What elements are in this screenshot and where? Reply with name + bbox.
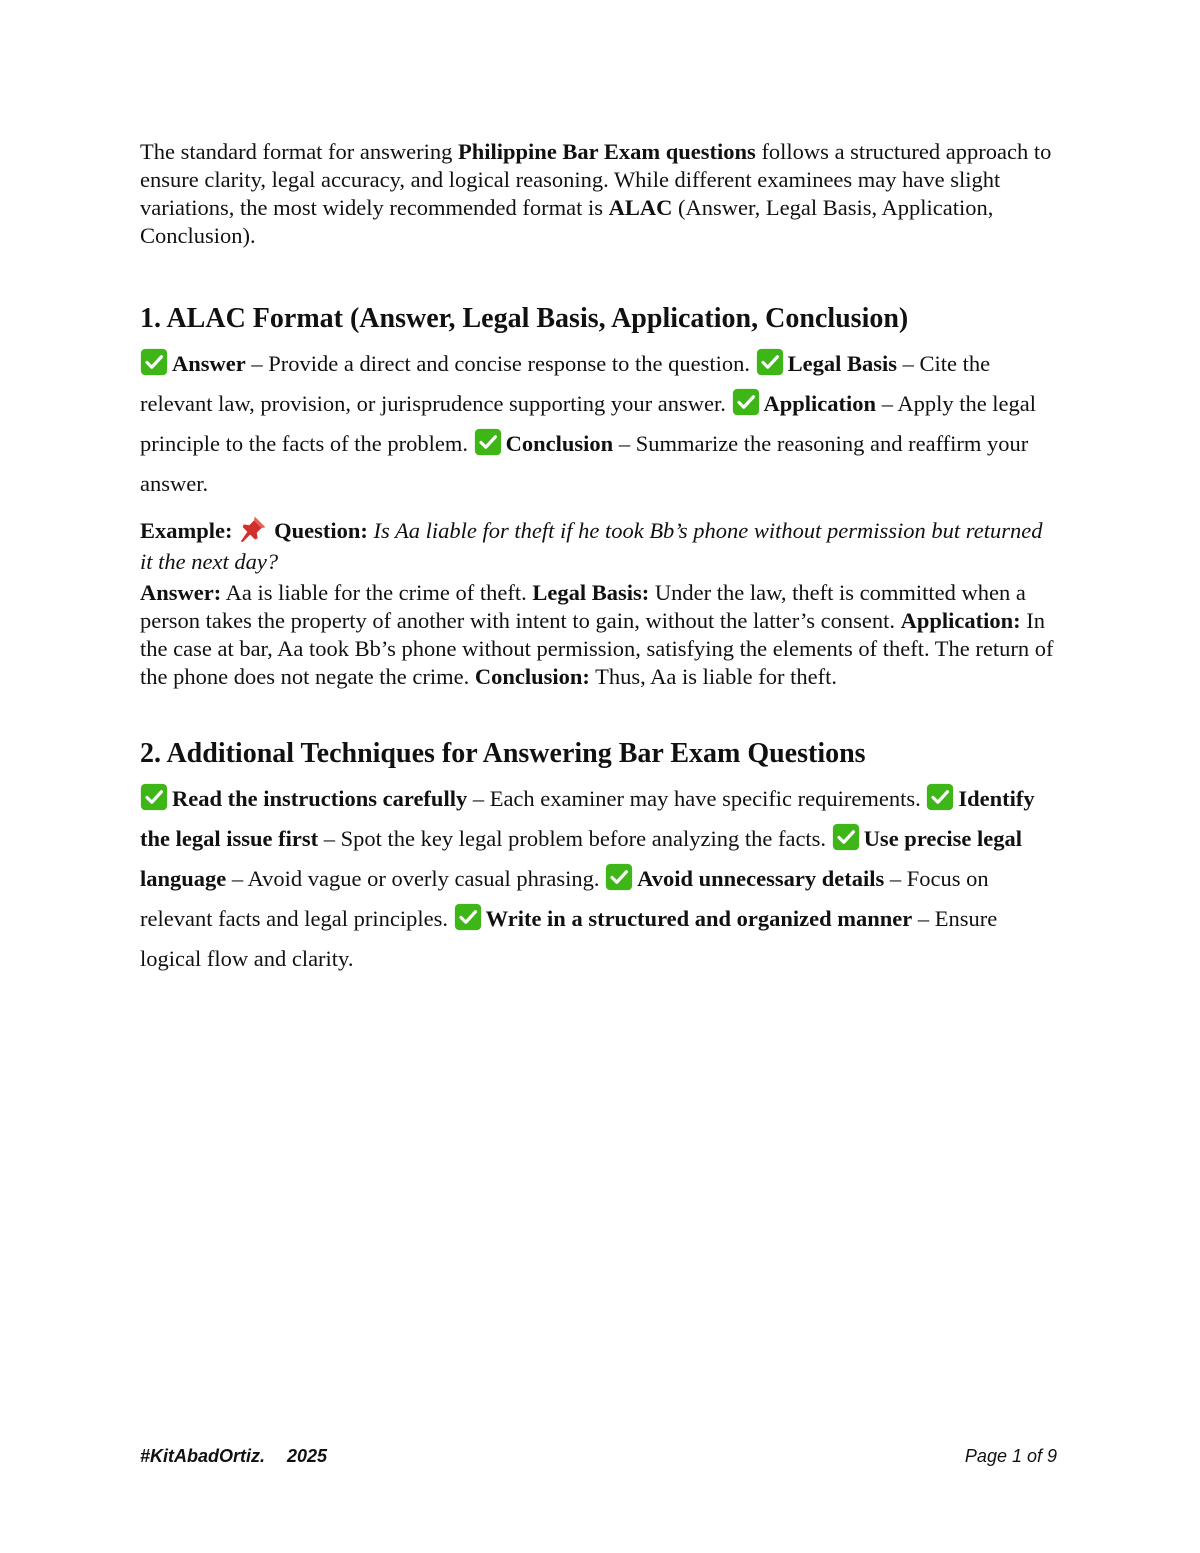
example-answer-text: Aa is liable for the crime of theft. [221, 580, 533, 605]
alac-application-label: Application [763, 391, 877, 416]
check-mark-button-icon [756, 348, 784, 376]
footer-page-number: Page 1 of 9 [964, 1446, 1057, 1466]
intro-text-2: follows a structured approach to ensure clarity, legal accuracy, and logical reasoning. While different examinees may have slight variations, the most widely recommended format is [140, 139, 1052, 220]
technique-1-label: Read the instructions carefully [172, 786, 468, 811]
example-legal-basis-text: Under the law, theft is committed when a person takes the property of another with intent to gain, without the latter’s consent. [140, 580, 1026, 633]
technique-4-text: – Focus on relevant facts and legal principles. [140, 866, 989, 931]
intro-bold-2: ALAC [608, 195, 673, 220]
technique-5-text: – Ensure logical flow and clarity. [140, 906, 998, 971]
alac-answer-label: Answer [172, 351, 246, 376]
question-text: Is Aa liable for theft if he took Bb’s phone without permission but returned it the next day? [140, 518, 1043, 574]
check-mark-button-icon [474, 428, 502, 456]
section1-heading: 1. ALAC Format (Answer, Legal Basis, Application, Conclusion) [140, 303, 909, 334]
alac-answer-text: – Provide a direct and concise response to the question. [245, 351, 750, 376]
alac-legal-basis-text: – Cite the relevant law, provision, or jurisprudence supporting your answer. [140, 351, 991, 416]
example-answer-paragraph [140, 579, 1055, 691]
intro-text-1: The standard format for answering [140, 139, 459, 164]
example-application-label: Application: [900, 608, 1021, 633]
technique-5-label: Write in a structured and organized manner [485, 906, 913, 931]
alac-conclusion-text: – Summarize the reasoning and reaffirm your answer. [140, 431, 1029, 496]
footer-author-name: #KitAbadOrtiz. [140, 1446, 266, 1466]
example-answer-label: Answer: [140, 580, 222, 605]
example-label: Example: [140, 518, 233, 543]
technique-3-text: – Avoid vague or overly casual phrasing. [226, 866, 600, 891]
page-content [140, 138, 1055, 979]
alac-application-text: – Apply the legal principle to the facts of the problem. [140, 391, 1037, 456]
question-label: Question: [274, 518, 368, 543]
alac-legal-basis-label: Legal Basis [787, 351, 898, 376]
footer-year: 2025 [287, 1446, 328, 1466]
check-mark-button-icon [832, 823, 860, 851]
example-conclusion-text: Thus, Aa is liable for theft. [589, 664, 837, 689]
technique-3-label: Use precise legal language [140, 826, 1022, 891]
technique-4-label: Avoid unnecessary details [637, 866, 885, 891]
intro-bold-1: Philippine Bar Exam questions [458, 139, 756, 164]
footer-author [140, 1446, 327, 1467]
technique-1-text: – Each examiner may have specific requirements. [467, 786, 921, 811]
example-application-text: In the case at bar, Aa took Bb’s phone without permission, satisfying the elements of theft. The return of the phone does not negate the crime. [140, 608, 1054, 689]
alac-conclusion-label: Conclusion [505, 431, 614, 456]
check-mark-button-icon [140, 348, 168, 376]
example-paragraph [140, 514, 1055, 577]
check-mark-button-icon [454, 903, 482, 931]
technique-2-text: – Spot the key legal problem before analyzing the facts. [318, 826, 827, 851]
check-mark-button-icon [732, 388, 760, 416]
example-legal-basis-label: Legal Basis: [532, 580, 650, 605]
check-mark-button-icon [605, 863, 633, 891]
example-conclusion-label: Conclusion: [474, 664, 590, 689]
section1-checklist [140, 344, 1055, 504]
intro-text-3: (Answer, Legal Basis, Application, Conclusion). [140, 195, 994, 248]
check-mark-button-icon [926, 783, 954, 811]
section2-heading: 2. Additional Techniques for Answering Bar Exam Questions [140, 738, 866, 769]
check-mark-button-icon [140, 783, 168, 811]
section2-checklist [140, 779, 1055, 979]
intro-paragraph [140, 138, 1055, 250]
technique-2-label: Identify the legal issue first [140, 786, 1035, 851]
pushpin-icon [238, 514, 268, 544]
